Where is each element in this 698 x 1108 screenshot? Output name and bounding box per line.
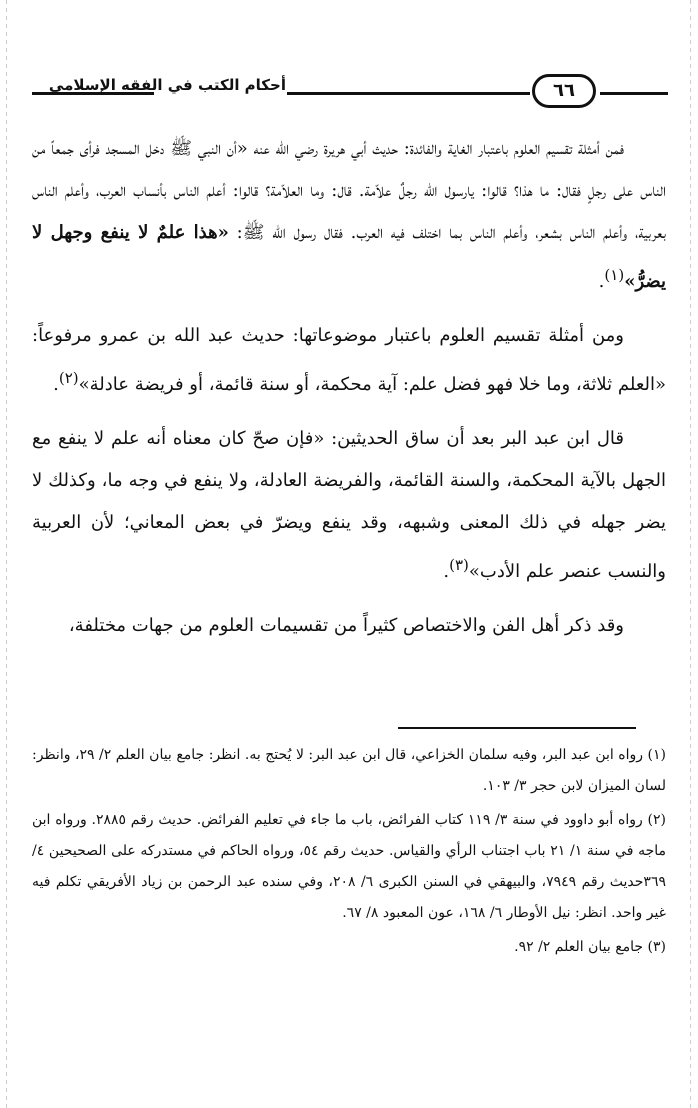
footnote-ref-2: (٢) xyxy=(58,369,79,387)
paragraph-1: فمن أمثلة تقسيم العلوم باعتبار الغاية والفائدة: حديث أبي هريرة رضي الله عنه «أن النبي ﷺ دخل المسجد فرأى جمعاً من الناس على رجلٍ فقال: ما هذا؟ قالوا: يارسول الله رجلٌ علاّمة. قال: وما العلاّمة؟ قالوا: أعلم الناس بأنساب العرب، وأعلم الناس بعربية، وأعلم الناس بشعر، وأعلم الناس بما اختلف فيه العرب. فقال رسول الله ﷺ: «هذا علمٌ لا ينفع وجهل لا يضرُّ»$^{(١)}$. xyxy=(32,138,667,292)
footnote-2: (٢) رواه أبو داوود في سنة ٣/ ١١٩ كتاب الفرائض، باب ما جاء في تعليم الفرائض. حديث رقم ٢٨٨٥. ورواه ابن ماجه في سنة ١/ ٢١ باب اجتناب الرأي والقياس. حديث رقم ٥٤، ورواه الحاكم في مستدركه على الصحيحين ٤/ ٣٦٩حديث رقم ٧٩٤٩، والبيهقي في السنن الكبرى ٦/ ٢٠٨، وفي سنده عبد الرحمن بن زياد الأفريقي تكلم فيه غير واحد. انظر: نيل الأوطار ٦/ ١٦٨، عون المعبود ٨/ ٦٧. xyxy=(32,812,667,921)
footnotes xyxy=(32,740,666,966)
book-title: أحكام الكتب في الفقه الإسلامي xyxy=(48,76,286,94)
page-edge-left xyxy=(6,0,7,1108)
footnote-ref-1: (١) xyxy=(604,266,625,284)
page-edge-right xyxy=(690,0,691,1108)
hadith-quote: «هذا علمٌ لا ينفع وجهل لا يضرُّ» xyxy=(32,222,666,292)
footnote-1: (١) رواه ابن عبد البر، وفيه سلمان الخزاعي، قال ابن عبد البر: لا يُحتج به. انظر: جامع بيان العلم ٢/ ٢٩، وانظر: لسان الميزان لابن حجر ٣/ ١٠٣. xyxy=(32,747,666,794)
header-rule-middle xyxy=(287,92,530,95)
page-header xyxy=(32,70,668,118)
header-rule-right xyxy=(600,92,668,95)
main-text xyxy=(32,128,666,659)
page-number: ٦٦ xyxy=(532,74,596,108)
paragraph-2: ومن أمثلة تقسيم العلوم باعتبار موضوعاتها: حديث عبد الله بن عمرو مرفوعاً: «العلم ثلاثة، وما خلا فهو فضل علم: آية محكمة، أو سنة قائمة، أو فريضة عادلة»$^{(٢)}$. xyxy=(32,325,666,395)
footnote-3: (٣) جامع بيان العلم ٢/ ٩٢. xyxy=(514,939,666,955)
paragraph-3: قال ابن عبد البر بعد أن ساق الحديثين: «فإن صحّ كان معناه أنه علم لا ينفع مع الجهل بالآية المحكمة، والسنة القائمة، والفريضة العادلة، ولا ينفع في وجه ما، وكذلك لا يضر جهله في ذلك المعنى وشبهه، وقد ينفع ويضرّ في بعض المعاني؛ لأن العربية والنسب عنصر علم الأدب»$^{(٣)}$. xyxy=(32,428,666,582)
paragraph-4: وقد ذكر أهل الفن والاختصاص كثيراً من تقسيمات العلوم من جهات مختلفة، xyxy=(68,615,624,636)
footnote-separator xyxy=(398,727,636,729)
footnote-ref-3: (٣) xyxy=(449,556,469,574)
